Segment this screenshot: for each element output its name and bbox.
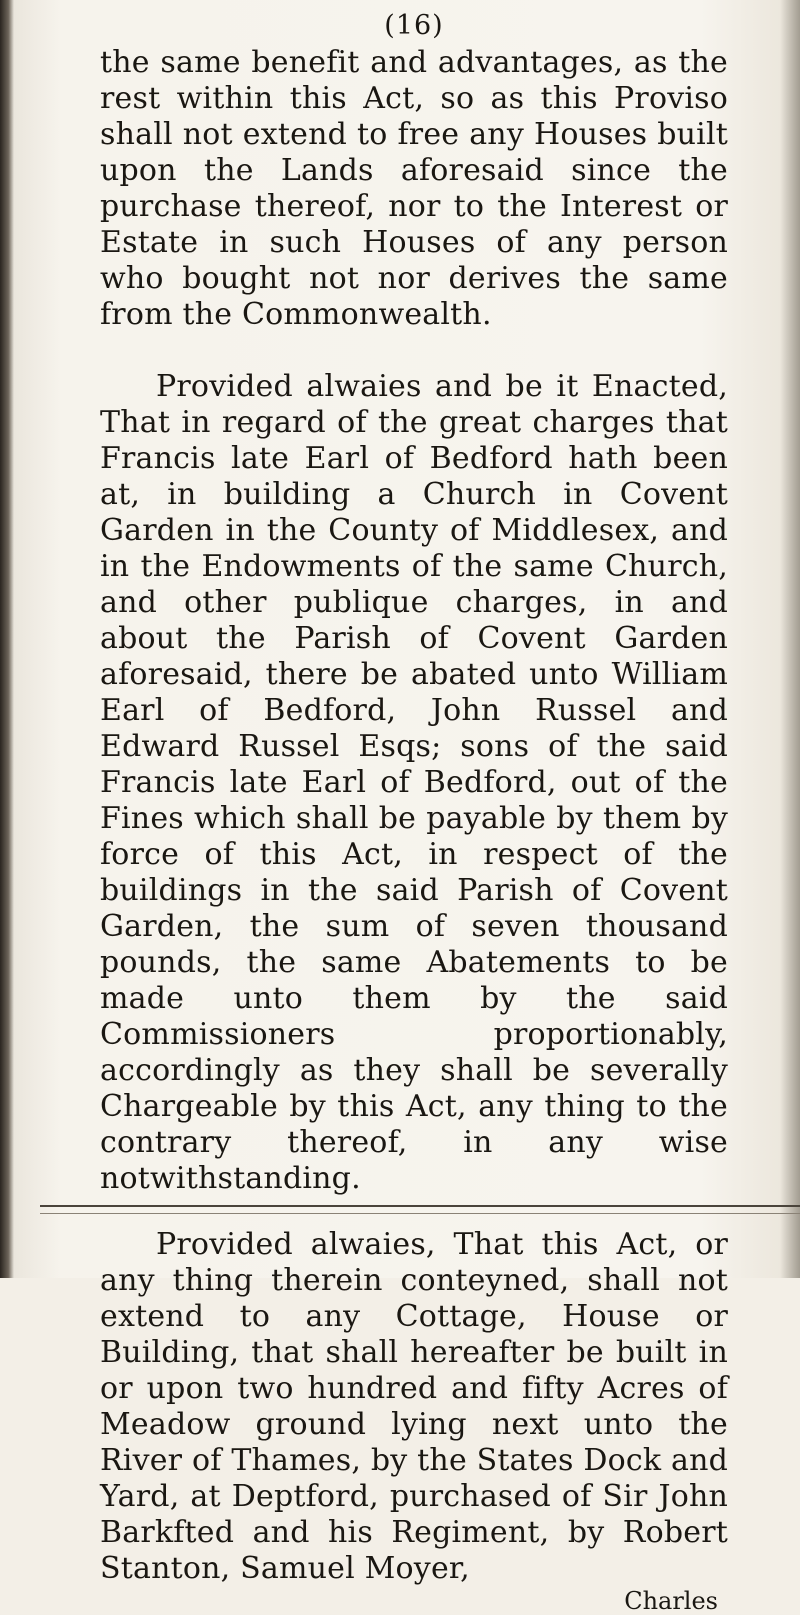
page-edge-shadow [780, 0, 800, 1278]
catchword: Charles [624, 1587, 718, 1615]
paragraph-gap [100, 333, 728, 369]
book-spine-shadow [0, 0, 14, 1278]
page-number: (16) [384, 10, 444, 41]
paragraph-bedford-proviso: Provided alwaies and be it Enacted, That in regard of the great charges that Francis late Earl of Bedford hath been at, in building a Church in Covent Garden in the County of Middlesex, and in the Endowments of the same Church, and other publique charges, in and about the Parish of Covent Garden aforesaid, there be abated unto William Earl of Bedford, John Russel and Edward Russel Esqs; sons of the said Francis late Earl of Bedford, out of the Fines which shall be payable by them by force of this Act, in respect of the buildings in the said Parish of Covent Garden, the sum of seven thousand pounds, the same Abatements to be made unto them by the said Commissioners proportionably, accordingly as they shall be severally Chargeable by this Act, any thing to the contrary thereof, in any wise notwithstanding. [100, 369, 728, 1196]
paragraph-gap [100, 1197, 728, 1227]
paragraph-continuation: the same benefit and advantages, as the rest within this Act, so as this Proviso shall not extend to free any Houses built upon the Lands aforesaid since the purchase thereof, nor to the Interest or Estate in such Houses of any person who bought not nor derives the same from the Commonwealth. [100, 45, 728, 332]
text-block [100, 10, 728, 1615]
bottom-border-rule [40, 1205, 800, 1207]
bottom-border-rule-thin [40, 1213, 800, 1214]
paragraph-deptford-proviso: Provided alwaies, That this Act, or any thing therein conteyned, shall not extend to any Cottage, House or Building, that shall hereafter be built in or upon two hundred and fifty Acres of Meadow ground lying next unto the River of Thames, by the States Dock and Yard, at Deptford, purchased of Sir John Barkfted and his Regiment, by Robert Stanton, Samuel Moyer, [100, 1227, 728, 1586]
